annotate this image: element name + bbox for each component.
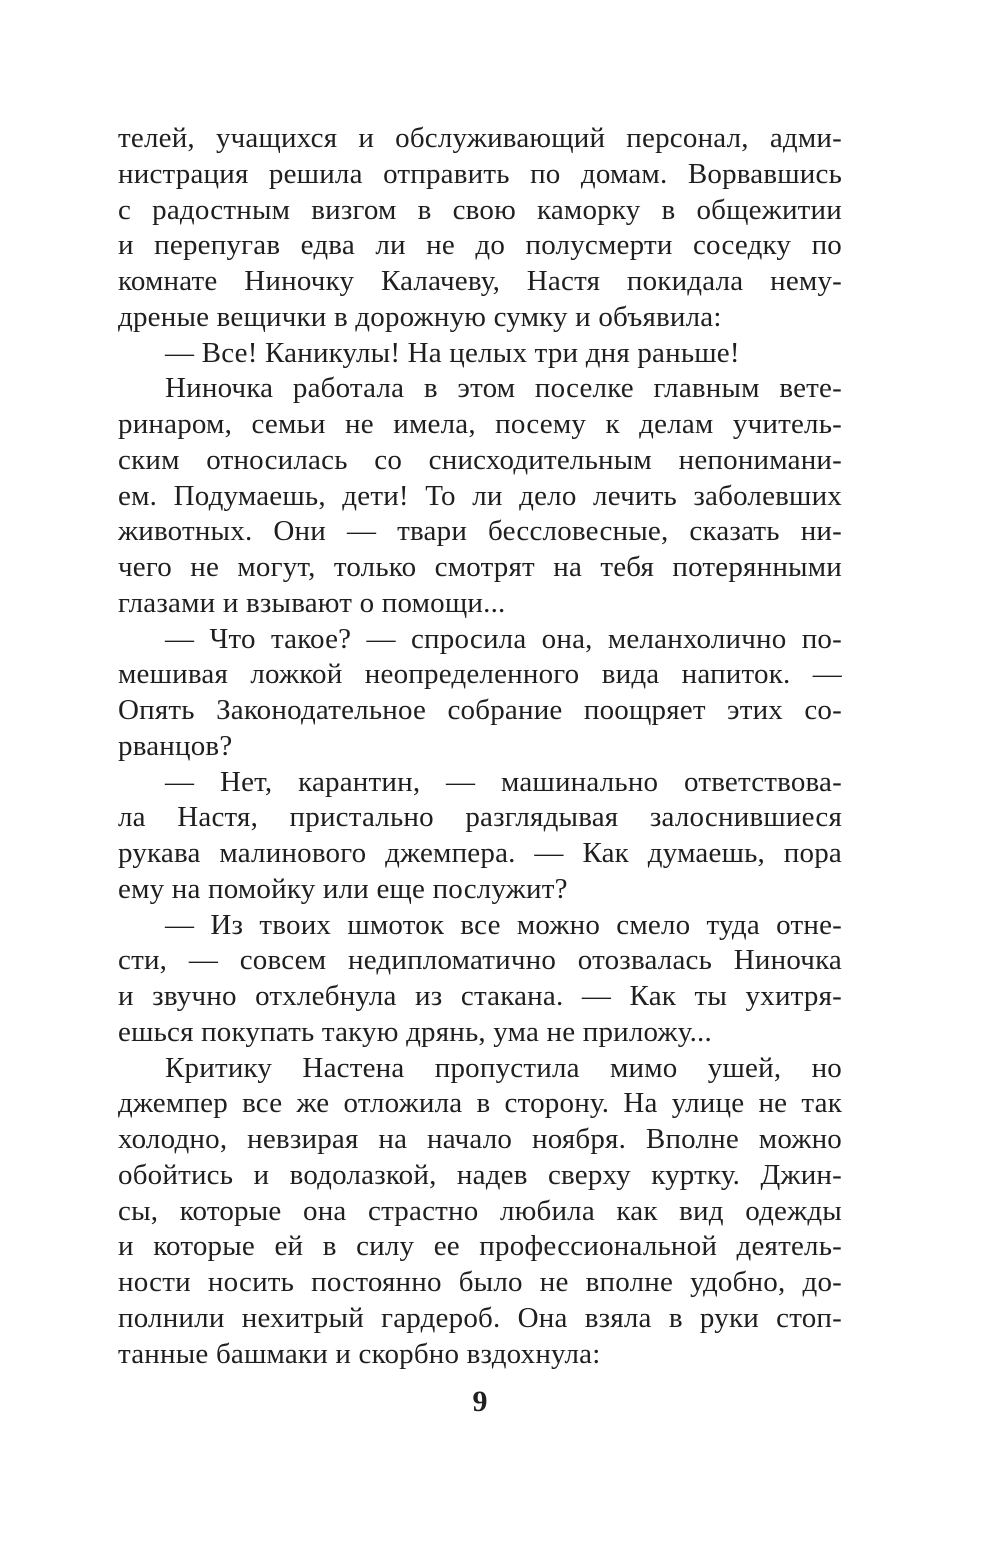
text-line: ла Настя, пристально разглядывая залоснившиеся [118,801,842,834]
text-line: — Что такое? — спросила она, меланхолично по- [165,622,842,655]
text-line: ему на помойку или еще послужит? [118,872,568,905]
text-line: полнили нехитрый гардероб. Она взяла в руки стоп- [118,1301,842,1334]
text-line: джемпер все же отложила в сторону. На улице не так [118,1087,842,1120]
text-line: Критику Настена пропустила мимо ушей, но [165,1051,842,1084]
text-line: глазами и взывают о помощи... [118,586,506,619]
text-line: телей, учащихся и обслуживающий персонал, адми- [118,122,842,154]
text-line: холодно, невзирая на начало ноября. Вполне можно [118,1123,842,1155]
text-line: Опять Законодательное собрание поощряет этих со- [118,694,842,726]
text-line: — Из твоих шмоток все можно смело туда отне- [165,908,842,941]
text-line: рукава малинового джемпера. — Как думаешь, пора [118,837,842,869]
text-line: — Нет, карантин, — машинально ответствова- [165,765,842,798]
text-line: и звучно отхлебнула из стакана. — Как ты ухитря- [118,980,842,1012]
text-line: дреные вещички в дорожную сумку и объявила: [118,300,722,333]
text-line: ности носить постоянно было не вполне удобно, до- [118,1266,842,1298]
text-line: мешивая ложкой неопределенного вида напиток. — [118,658,842,691]
text-line: ем. Подумаешь, дети! То ли дело лечить заболевших [118,479,842,512]
text-line: комнате Ниночку Калачеву, Настя покидала нему- [118,265,842,297]
text-line: чего не могут, только смотрят на тебя потерянными [118,551,842,583]
text-line: нистрация решила отправить по домам. Ворвавшись [118,157,842,190]
text-line: и которые ей в силу ее профессиональной деятель- [118,1230,842,1263]
text-line: с радостным визгом в свою каморку в общежитии [118,193,842,226]
text-block [118,121,842,1372]
text-line: танные башмаки и скорбно вздохнула: [118,1337,601,1370]
text-line: рванцов? [118,729,233,762]
text-line: ешься покупать такую дрянь, ума не приложу... [118,1015,712,1048]
text-line: Ниночка работала в этом поселке главным вете- [165,372,842,405]
text-line: ринаром, семьи не имела, посему к делам учитель- [118,408,842,440]
text-line: и перепугав едва ли не до полусмерти соседку по [118,229,842,262]
page-number: 9 [472,1385,488,1418]
text-line: животных. Они — твари бессловесные, сказать ни- [118,515,842,548]
text-line: обойтись и водолазкой, надев сверху куртку. Джин- [118,1158,842,1191]
text-line: сти, — совсем недипломатично отозвалась Ниночка [118,944,842,977]
text-line: сы, которые она страстно любила как вид одежды [118,1194,842,1227]
text-line: ским относилась со снисходительным непонимани- [118,443,842,476]
text-line: — Все! Каникулы! На целых три дня раньше! [165,336,740,369]
